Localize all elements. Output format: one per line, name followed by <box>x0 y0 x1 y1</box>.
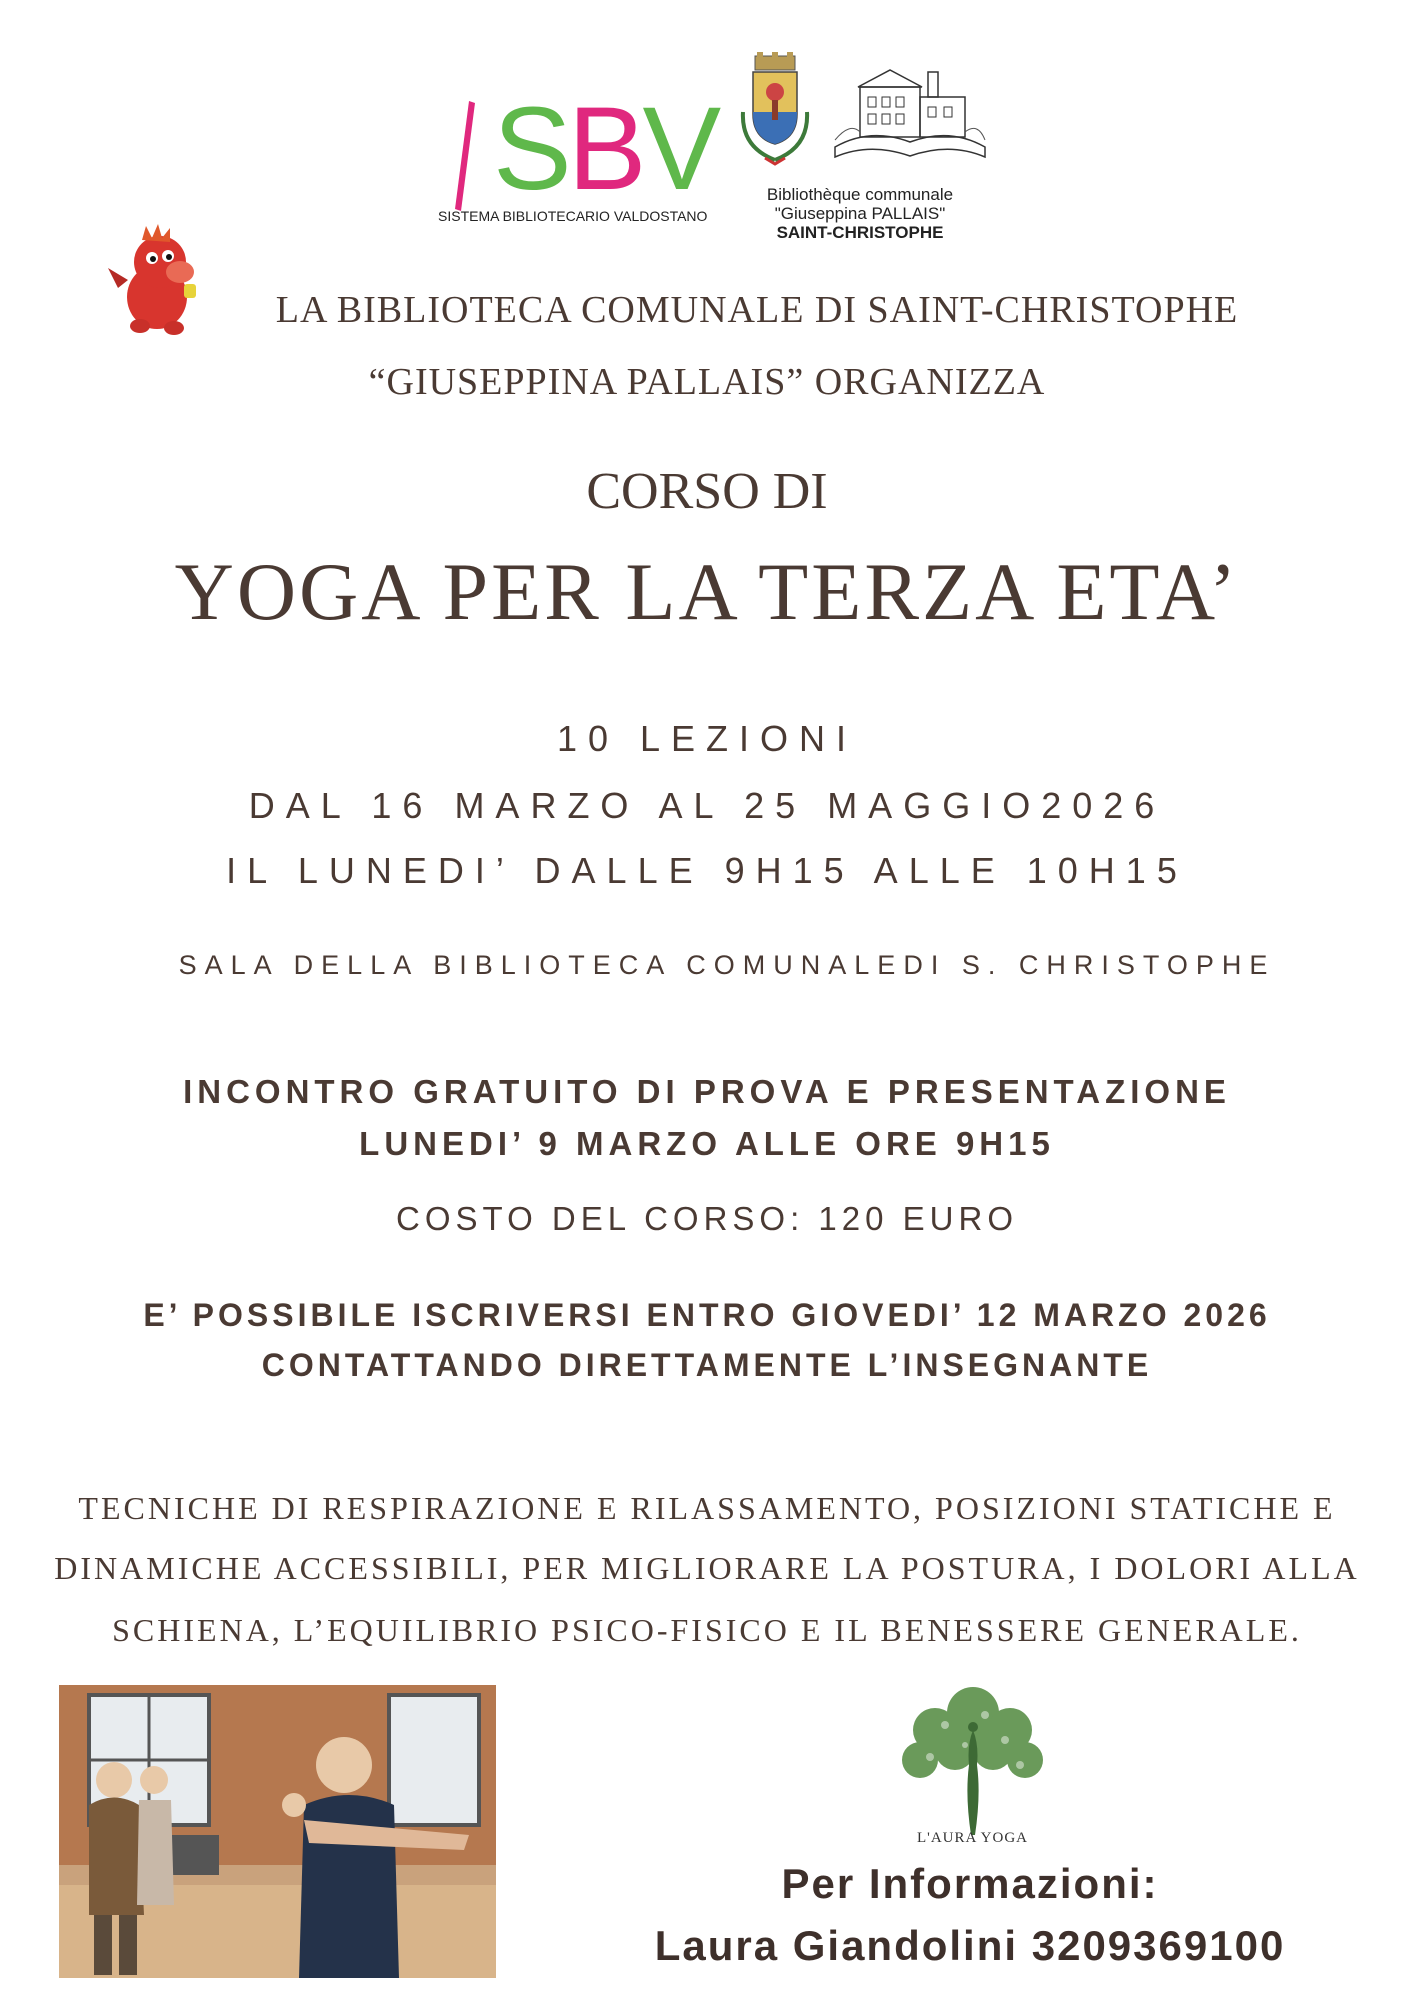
sbv-logo <box>438 83 718 235</box>
description-line-2: DINAMICHE ACCESSIBILI, PER MIGLIORARE LA POSTURA, I DOLORI ALLA <box>54 1550 1360 1586</box>
course-title: YOGA PER LA TERZA ETA’ <box>174 546 1240 637</box>
description-line-1: TECNICHE DI RESPIRAZIONE E RILASSAMENTO, POSIZIONI STATICHE E <box>78 1490 1336 1526</box>
trial-session-line-2: LUNEDI’ 9 MARZO ALLE ORE 9H15 <box>359 1125 1055 1162</box>
lesson-count: 10 LEZIONI <box>556 718 858 759</box>
date-range: DAL 16 MARZO AL 25 MAGGIO2026 <box>248 785 1166 826</box>
intro-line-2: “GIUSEPPINA PALLAIS” ORGANIZZA <box>368 361 1046 403</box>
trial-session-line-1: INCONTRO GRATUITO DI PROVA E PRESENTAZIONE <box>183 1073 1231 1110</box>
sbv-letters: SBV <box>493 83 718 215</box>
intro-line-1: LA BIBLIOTECA COMUNALE DI SAINT-CHRISTOPHE <box>275 289 1239 331</box>
library-building-sketch <box>830 52 990 170</box>
course-cost: COSTO DEL CORSO: 120 EURO <box>396 1200 1018 1237</box>
contact-name-phone: Laura Giandolini 3209369100 <box>654 1922 1286 1969</box>
library-name-line: Bibliothèque communale <box>766 185 954 204</box>
sbv-caption: SISTEMA BIBLIOTECARIO VALDOSTANO <box>438 208 708 224</box>
course-label: CORSO DI <box>586 463 828 520</box>
library-logo-text <box>715 185 1005 242</box>
enrollment-line-2: CONTATTANDO DIRETTAMENTE L’INSEGNANTE <box>261 1347 1153 1383</box>
sbv-slash-icon <box>455 101 475 211</box>
contact-label: Per Informazioni: <box>781 1860 1159 1907</box>
library-dedication-line: "Giuseppina PALLAIS" <box>774 204 946 223</box>
library-town-line: SAINT-CHRISTOPHE <box>776 223 944 242</box>
yoga-logo-caption: L'AURA YOGA <box>916 1830 1029 1846</box>
enrollment-line-1: E’ POSSIBILE ISCRIVERSI ENTRO GIOVEDI’ 12 MARZO 2026 <box>143 1297 1271 1333</box>
municipal-crest-icon <box>735 52 815 170</box>
lesson-time: IL LUNEDI’ DALLE 9H15 ALLE 10H15 <box>226 850 1188 891</box>
description-line-3: SCHIENA, L’EQUILIBRIO PSICO-FISICO E IL BENESSERE GENERALE. <box>112 1612 1302 1648</box>
yoga-class-photo <box>59 1685 496 1978</box>
venue: SALA DELLA BIBLIOTECA COMUNALEDI S. CHRISTOPHE <box>178 950 1276 980</box>
